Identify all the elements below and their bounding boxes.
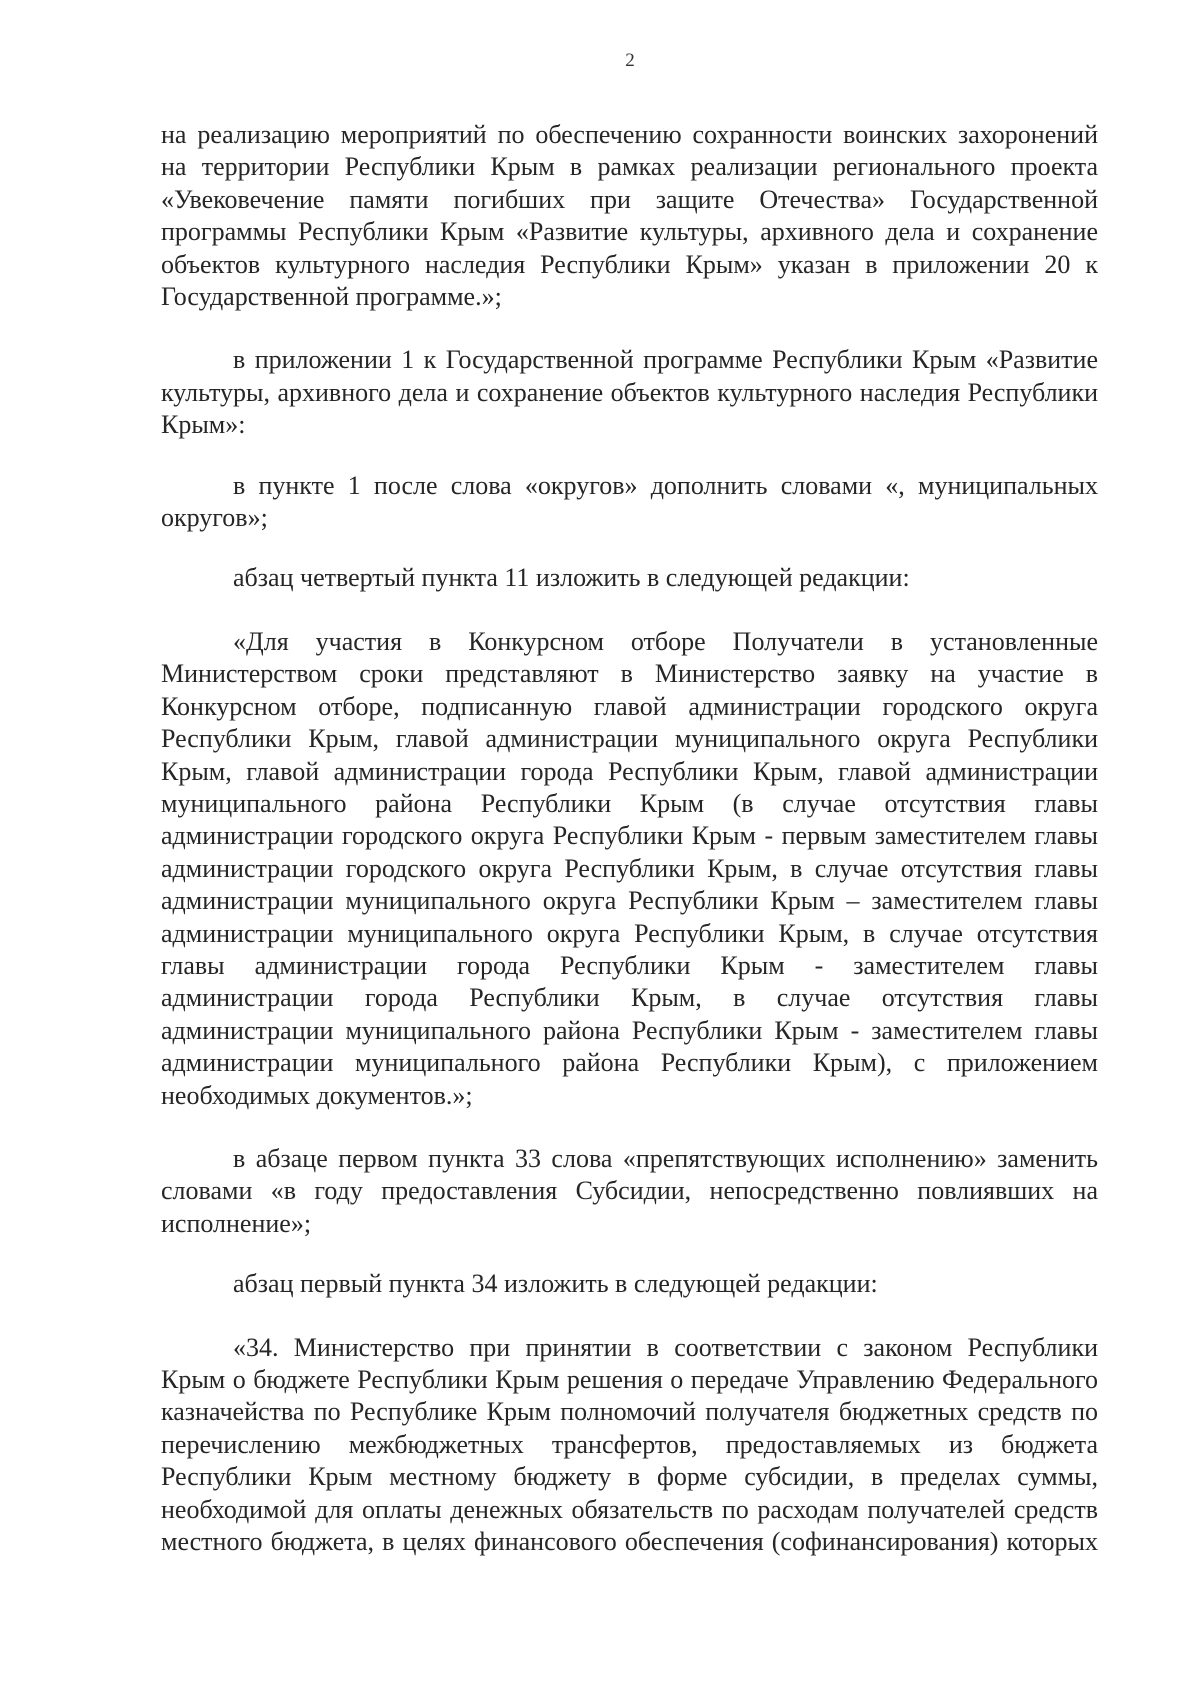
- paragraph-item-1: в пункте 1 после слова «округов» дополнить словами «, муниципальных округов»;: [161, 470, 1098, 533]
- page-number: 2: [625, 50, 635, 71]
- document-body: [161, 119, 1098, 1558]
- paragraph-item-11-text: «Для участия в Конкурсном отборе Получатели в установленные Министерством сроки представляют в Министерство заявку на участие в Конкурсном отборе, подписанную главой администрации городского округа Республики Крым, главой администрации муниципального округа Республики Крым, главой администрации города Республики Крым, главой администрации муниципального района Республики Крым (в случае отсутствия главы администрации городского округа Республики Крым - первым заместителем главы администрации городского округа Республики Крым, в случае отсутствия главы администрации муниципального округа Республики Крым – заместителем главы администрации муниципального округа Республики Крым, в случае отсутствия главы администрации города Республики Крым - заместителем главы администрации города Республики Крым, в случае отсутствия главы администрации муниципального района Республики Крым - заместителем главы администрации муниципального района Республики Крым), с приложением необходимых документов.»;: [161, 626, 1098, 1110]
- paragraph-item-34-text: «34. Министерство при принятии в соответствии с законом Республики Крым о бюджете Республики Крым решения о передаче Управлению Федерального казначейства по Республике Крым полномочий получателя бюджетных средств по перечислению межбюджетных трансфертов, предоставляемых из бюджета Республики Крым местному бюджету в форме субсидии, в пределах суммы, необходимой для оплаты денежных обязательств по расходам получателей средств местного бюджета, в целях финансового обеспечения (софинансирования) которых: [161, 1332, 1098, 1557]
- paragraph-item-33: в абзаце первом пункта 33 слова «препятствующих исполнению» заменить словами «в году предоставления Субсидии, непосредственно повлиявших на исполнение»;: [161, 1143, 1098, 1238]
- paragraph-item-11-intro: абзац четвертый пункта 11 изложить в следующей редакции:: [233, 563, 910, 593]
- paragraph-item-34-intro: абзац первый пункта 34 изложить в следующей редакции:: [233, 1269, 878, 1299]
- paragraph-appendix-1: в приложении 1 к Государственной программе Республики Крым «Развитие культуры, архивного дела и сохранение объектов культурного наследия Республики Крым»:: [161, 345, 1098, 440]
- paragraph-continuation: на реализацию мероприятий по обеспечению сохранности воинских захоронений на территории Республики Крым в рамках реализации регионального проекта «Увековечение памяти погибших при защите Отечества» Государственной программы Республики Крым «Развитие культуры, архивного дела и сохранение объектов культурного наследия Республики Крым» указан в приложении 20 к Государственной программе.»;: [161, 120, 1098, 312]
